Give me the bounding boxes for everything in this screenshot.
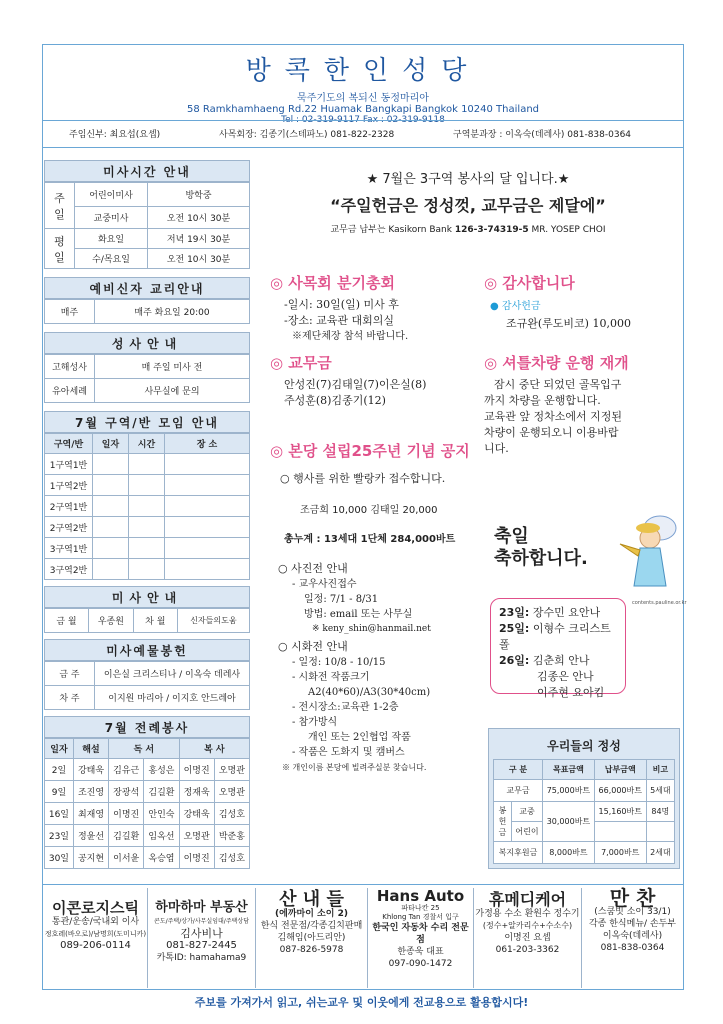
thanks-sub: ● 감사헌금	[490, 301, 541, 312]
sacrament-value: 사무실에 문의	[95, 379, 250, 403]
liturgy-cell: 정재욱	[179, 781, 214, 803]
dues-line: 주성훈(8)김종기(12)	[284, 394, 386, 407]
mass-schedule-table	[44, 182, 250, 269]
thanks-title: ◎ 감사합니다	[484, 274, 575, 292]
liturgy-cell: 김유근	[109, 759, 144, 781]
birthday-day: 25일:	[499, 622, 530, 635]
ad-line: 081-827-2445	[166, 940, 237, 951]
offering-paid: 7,000바트	[594, 842, 646, 864]
dues-line: 안성진(7)김태일(7)이은실(8)	[284, 378, 427, 391]
liturgy-cell: 김길환	[144, 781, 179, 803]
ad-line: 김해임(아드리안)	[277, 933, 346, 943]
council-head: 사목회장: 김종기(스테파노) 081-822-2328	[219, 130, 395, 140]
ad-line: 한종욱 대표	[397, 947, 444, 957]
mass-guide-label: 차 월	[133, 609, 177, 633]
offering-table	[493, 759, 675, 864]
mass-name: 어린이미사	[75, 183, 148, 207]
mass-name: 교중미사	[75, 207, 148, 229]
council-meeting-title: ◎ 사목회 분기총회	[270, 274, 395, 292]
district-meeting-title: 7월 구역/반 모임 안내	[44, 411, 250, 433]
photo-line: 일정: 7/1 - 8/31	[304, 594, 379, 605]
shuttle-line: 교육관 앞 정차소에서 지정된	[484, 410, 623, 423]
catechism-table	[44, 299, 250, 324]
poem-line: 개인 또는 2인협업 작품	[308, 732, 411, 743]
thanks	[484, 272, 674, 332]
col-header: 일자	[45, 739, 74, 759]
donors-line: 조금희 10,000 김태일 20,000	[300, 505, 438, 516]
mass-guide-title: 미사안내	[44, 586, 250, 608]
ad-line: 081-838-0364	[600, 943, 665, 953]
offering-paid: 66,000바트	[594, 780, 646, 802]
offering-box	[488, 728, 680, 869]
district-row-label: 2구역1반	[45, 496, 93, 517]
liturgy-cell: 옥승엽	[144, 847, 179, 869]
col-header: 복 사	[179, 739, 249, 759]
liturgy-cell: 오명관	[179, 825, 214, 847]
liturgy-cell: 이명진	[179, 759, 214, 781]
liturgy-table	[44, 738, 250, 869]
district-row-label: 3구역1반	[45, 538, 93, 559]
ad-line: (에까마이 소이 2)	[275, 909, 348, 919]
ad-title: 이콘로지스틱	[52, 899, 139, 917]
sacrament-label: 고해성사	[45, 355, 95, 379]
liturgy-cell: 이명진	[109, 803, 144, 825]
liturgy-cell: 김길환	[109, 825, 144, 847]
ad-line: 통관/운송/국내외 이사	[51, 917, 140, 927]
anniversary-title: ◎ 본당 설립25주년 기념 공지	[270, 442, 470, 460]
liturgy-cell: 장광석	[109, 781, 144, 803]
liturgy-cell: 23일	[45, 825, 74, 847]
service-label: 금 주	[45, 662, 95, 686]
dues-title: ◎ 교무금	[270, 354, 332, 372]
liturgy-cell: 조진영	[73, 781, 108, 803]
mass-time: 오전 10시 30분	[148, 207, 250, 229]
pastor: 주임신부: 최요섭(요셉)	[69, 130, 161, 140]
notice-box	[262, 160, 674, 240]
ad-line: 이명진 요셉	[504, 933, 551, 943]
photo-title: ○ 사진전 안내	[278, 562, 348, 575]
offering-goal: 8,000바트	[543, 842, 595, 864]
offering-label: 교무금	[494, 780, 543, 802]
offering-service-title: 미사예물봉헌	[44, 639, 250, 661]
district-meeting-table	[44, 433, 250, 580]
ad-line: 정호레(바오로)/남명희(도미니카)	[44, 930, 147, 938]
ad-line: 가정용 수소 환원수 정수기	[475, 909, 580, 919]
council-line: -일시: 30일(일) 미사 후	[284, 298, 399, 311]
liturgy-cell: 오명관	[214, 781, 249, 803]
sacrament-table	[44, 354, 250, 403]
ad-manchan[interactable]	[582, 888, 683, 988]
ad-title: 만 찬	[609, 886, 656, 910]
mass-guide-label: 금 월	[45, 609, 89, 633]
shuttle-title: ◎ 셔틀차량 운행 재개	[484, 354, 629, 372]
liturgy-cell: 2일	[45, 759, 74, 781]
offering-label: 봉헌금	[494, 802, 512, 842]
birthday-row	[499, 605, 617, 621]
notice-headline: ★ 7월은 3구역 봉사의 달 입니다.★	[366, 172, 570, 187]
image-credit: contents.pauline.or.kr	[632, 600, 687, 606]
photo-line: - 교우사진접수	[292, 579, 357, 590]
ad-icon-logistics[interactable]	[44, 888, 148, 988]
shuttle-line: 까지 차량을 운행합니다.	[484, 394, 601, 407]
offering-note: 5세대	[646, 780, 674, 802]
liturgy-cell: 이서윤	[109, 847, 144, 869]
district-row-label: 1구역2반	[45, 475, 93, 496]
sacrament-label: 유아세례	[45, 379, 95, 403]
parish-title: 방콕한인성당	[245, 56, 481, 86]
liturgy-cell: 임옥선	[144, 825, 179, 847]
service-value: 이지원 마리아 / 이지호 안드레아	[95, 686, 250, 710]
liturgy-cell: 정윤선	[73, 825, 108, 847]
ad-line: 089-206-0114	[60, 940, 131, 951]
mass-name: 화요일	[75, 229, 148, 249]
col-header: 일자	[93, 434, 129, 454]
ad-line: 한식 전문점/각종김치판매	[260, 921, 363, 931]
mass-name: 수/목요일	[75, 249, 148, 269]
col-header: 독 서	[109, 739, 179, 759]
offering-paid: 15,160바트	[594, 802, 646, 822]
parish-subtitle: 묵주기도의 복되신 동정마리아	[297, 93, 429, 104]
birthday-day: 26일:	[499, 654, 530, 667]
birthday-title-1: 축일	[494, 526, 529, 547]
dues	[270, 352, 480, 409]
sacrament-title: 성사안내	[44, 332, 250, 354]
poem-line: - 작품은 도화지 및 캠버스	[292, 747, 405, 758]
total-line: 총누계 : 13세대 1단체 284,000바트	[284, 534, 456, 545]
birthday-row: 김종은 안나	[537, 670, 594, 683]
ad-title: 휴메디케어	[488, 890, 567, 909]
poem-line: - 전시장소:교육관 1-2층	[292, 702, 399, 713]
liturgy-cell: 16일	[45, 803, 74, 825]
council-line: ※제단체장 참석 바랍니다.	[292, 331, 409, 342]
offering-goal: 30,000바트	[543, 802, 595, 842]
footer-note: 주보를 가져가서 읽고, 쉬는교우 및 이웃에게 전교용으로 활용합시다!	[194, 996, 529, 1009]
birthday-row	[499, 621, 617, 653]
ad-line: 콘도/주택/상가/사무실임대/주택상담	[153, 918, 250, 925]
offering-goal: 75,000바트	[543, 780, 595, 802]
poem-title: ○ 시화전 안내	[278, 640, 348, 653]
col-header: 시간	[129, 434, 165, 454]
liturgy-cell: 홍성은	[144, 759, 179, 781]
birthday-names: 김춘희 안나	[532, 654, 590, 667]
ad-line: Khlong Tan 경찰서 입구	[382, 913, 459, 921]
liturgy-cell: 강태욱	[73, 759, 108, 781]
ad-line: 각종 한식메뉴/ 손두부	[588, 919, 676, 929]
catechism-value: 매주 화요일 20:00	[95, 300, 250, 324]
service-value: 이은실 크리스티나 / 이옥숙 데레사	[95, 662, 250, 686]
shuttle-line: 차량이 운행되오니 이용바랍	[484, 426, 619, 439]
photo-line: 방법: email 또는 사무실	[304, 609, 413, 620]
ad-line: 김사비나	[180, 927, 223, 940]
staff-bar	[43, 120, 683, 148]
birthday-names: 장수민 요안나	[532, 606, 601, 619]
birthday-row	[499, 653, 617, 669]
council-line: -장소: 교육관 대회의실	[284, 314, 395, 327]
liturgy-cell: 김성호	[214, 803, 249, 825]
ad-line: 한국인 자동차 수리 전문점	[372, 923, 469, 945]
liturgy-cell: 안인숙	[144, 803, 179, 825]
offering-service-table	[44, 661, 250, 710]
poem-line: A2(40*60)/A3(30*40cm)	[308, 687, 431, 698]
birthday-box	[490, 598, 626, 699]
liturgy-cell: 오명관	[214, 759, 249, 781]
parish-address: 58 Ramkhamhaeng Rd.22 Huamak Bangkapi Bangkok 10240 Thailand	[186, 104, 540, 115]
header	[43, 46, 683, 125]
offering-title: 우리들의 정성	[547, 739, 621, 753]
weekday-label: 평 일	[45, 229, 75, 269]
parish-phone: Tel : 02-319-9117 Fax : 02-319-9118	[281, 115, 445, 125]
mass-time: 방학중	[148, 183, 250, 207]
ad-line: 이옥숙(데레사)	[602, 931, 663, 941]
ad-sannaedeul[interactable]	[256, 888, 368, 988]
ad-line: 097-090-1472	[388, 959, 453, 969]
col-header: 납부금액	[594, 760, 646, 780]
ad-hamahama[interactable]	[148, 888, 256, 988]
col-header: 비고	[646, 760, 674, 780]
ad-title: 하마하마 부동산	[155, 900, 248, 915]
liturgy-cell: 김성호	[214, 847, 249, 869]
ad-line: 카톡ID: hamahama9	[156, 953, 247, 963]
service-label: 차 주	[45, 686, 95, 710]
birthday-names: 이형수 크리스트폴	[499, 622, 611, 651]
bank-info	[262, 222, 674, 235]
liturgy-cell: 9일	[45, 781, 74, 803]
liturgy-cell: 30일	[45, 847, 74, 869]
notice-slogan: “주일헌금은 정성껏, 교무금은 제달에”	[330, 196, 606, 215]
shuttle	[484, 352, 679, 457]
bank-account: 126-3-74319-5	[454, 225, 529, 235]
district-row-label: 3구역2반	[45, 559, 93, 580]
ad-humedicare[interactable]	[474, 888, 582, 988]
district-row-label: 2구역2반	[45, 517, 93, 538]
col-header: 해설	[73, 739, 108, 759]
offering-sublabel: 어린이	[512, 822, 543, 842]
birthday-title-2: 축하합니다.	[494, 548, 588, 569]
poem-line: - 시화전 작품크기	[292, 672, 370, 683]
mass-time: 오전 10시 30분	[148, 249, 250, 269]
mass-schedule-title: 미사시간 안내	[44, 160, 250, 182]
left-column	[44, 160, 250, 869]
mass-guide-value: 신자들의도움	[177, 609, 249, 633]
liturgy-cell: 공지현	[73, 847, 108, 869]
mass-guide-value: 우종원	[89, 609, 134, 633]
catechism-label: 매주	[45, 300, 95, 324]
sunday-label: 주 일	[45, 183, 75, 229]
col-header: 장 소	[165, 434, 250, 454]
ad-hans-auto[interactable]	[368, 888, 474, 988]
catechism-title: 예비신자 교리안내	[44, 277, 250, 299]
bank-name: MR. YOSEP CHOI	[531, 225, 606, 235]
ad-line: 061-203-3362	[495, 945, 560, 955]
mass-time: 저녁 19시 30분	[148, 229, 250, 249]
poem-line: ※ 개인이름 본당에 빌려주실분 찾습니다.	[282, 763, 427, 772]
angel-icon	[610, 508, 684, 594]
ad-title: 산 내 들	[279, 889, 344, 910]
offering-note: 2세대	[646, 842, 674, 864]
mass-guide-table	[44, 608, 250, 633]
liturgy-title: 7월 전례봉사	[44, 716, 250, 738]
birthday-heading	[494, 526, 588, 570]
ad-title: Hans Auto	[376, 887, 465, 905]
anniversary	[270, 440, 490, 775]
donation-line: ○ 행사를 위한 빨랑카 접수합니다.	[280, 472, 446, 485]
col-header: 구 분	[494, 760, 543, 780]
poem-line: - 참가방식	[292, 717, 338, 728]
offering-sublabel: 교중	[512, 802, 543, 822]
offering-note: 84명	[646, 802, 674, 822]
liturgy-cell: 박준홍	[214, 825, 249, 847]
shuttle-line: 잠시 중단 되었던 골목입구	[494, 378, 622, 391]
ad-line: 파타나칸 25	[401, 904, 440, 912]
liturgy-cell: 이명진	[179, 847, 214, 869]
ad-line: 087-826-5978	[279, 945, 344, 955]
shuttle-line: 니다.	[484, 442, 509, 455]
district-row-label: 1구역1반	[45, 454, 93, 475]
liturgy-cell: 강태욱	[179, 803, 214, 825]
birthday-day: 23일:	[499, 606, 530, 619]
liturgy-cell: 최재영	[73, 803, 108, 825]
thanks-line: 조규완(루도비코) 10,000	[506, 317, 631, 330]
sacrament-value: 매 주일 미사 전	[95, 355, 250, 379]
col-header: 구역/반	[45, 434, 93, 454]
birthday-row: 이주현 요아킴	[537, 686, 605, 699]
poem-line: - 일정: 10/8 - 10/15	[292, 657, 386, 668]
bank-prefix: 교무금 납부는 Kasikorn Bank	[330, 225, 452, 235]
ad-line: (정수+알카리수+수소수)	[482, 921, 573, 930]
offering-label: 복지후원금	[494, 842, 543, 864]
col-header: 목표금액	[543, 760, 595, 780]
ad-line: (스쿰빗 소이 33/1)	[594, 907, 671, 917]
district-head: 구역분과장 : 이옥숙(데레사) 081-838-0364	[453, 130, 632, 140]
photo-line: ※ keny_shin@hanmail.net	[312, 624, 431, 634]
council-meeting	[270, 272, 480, 345]
